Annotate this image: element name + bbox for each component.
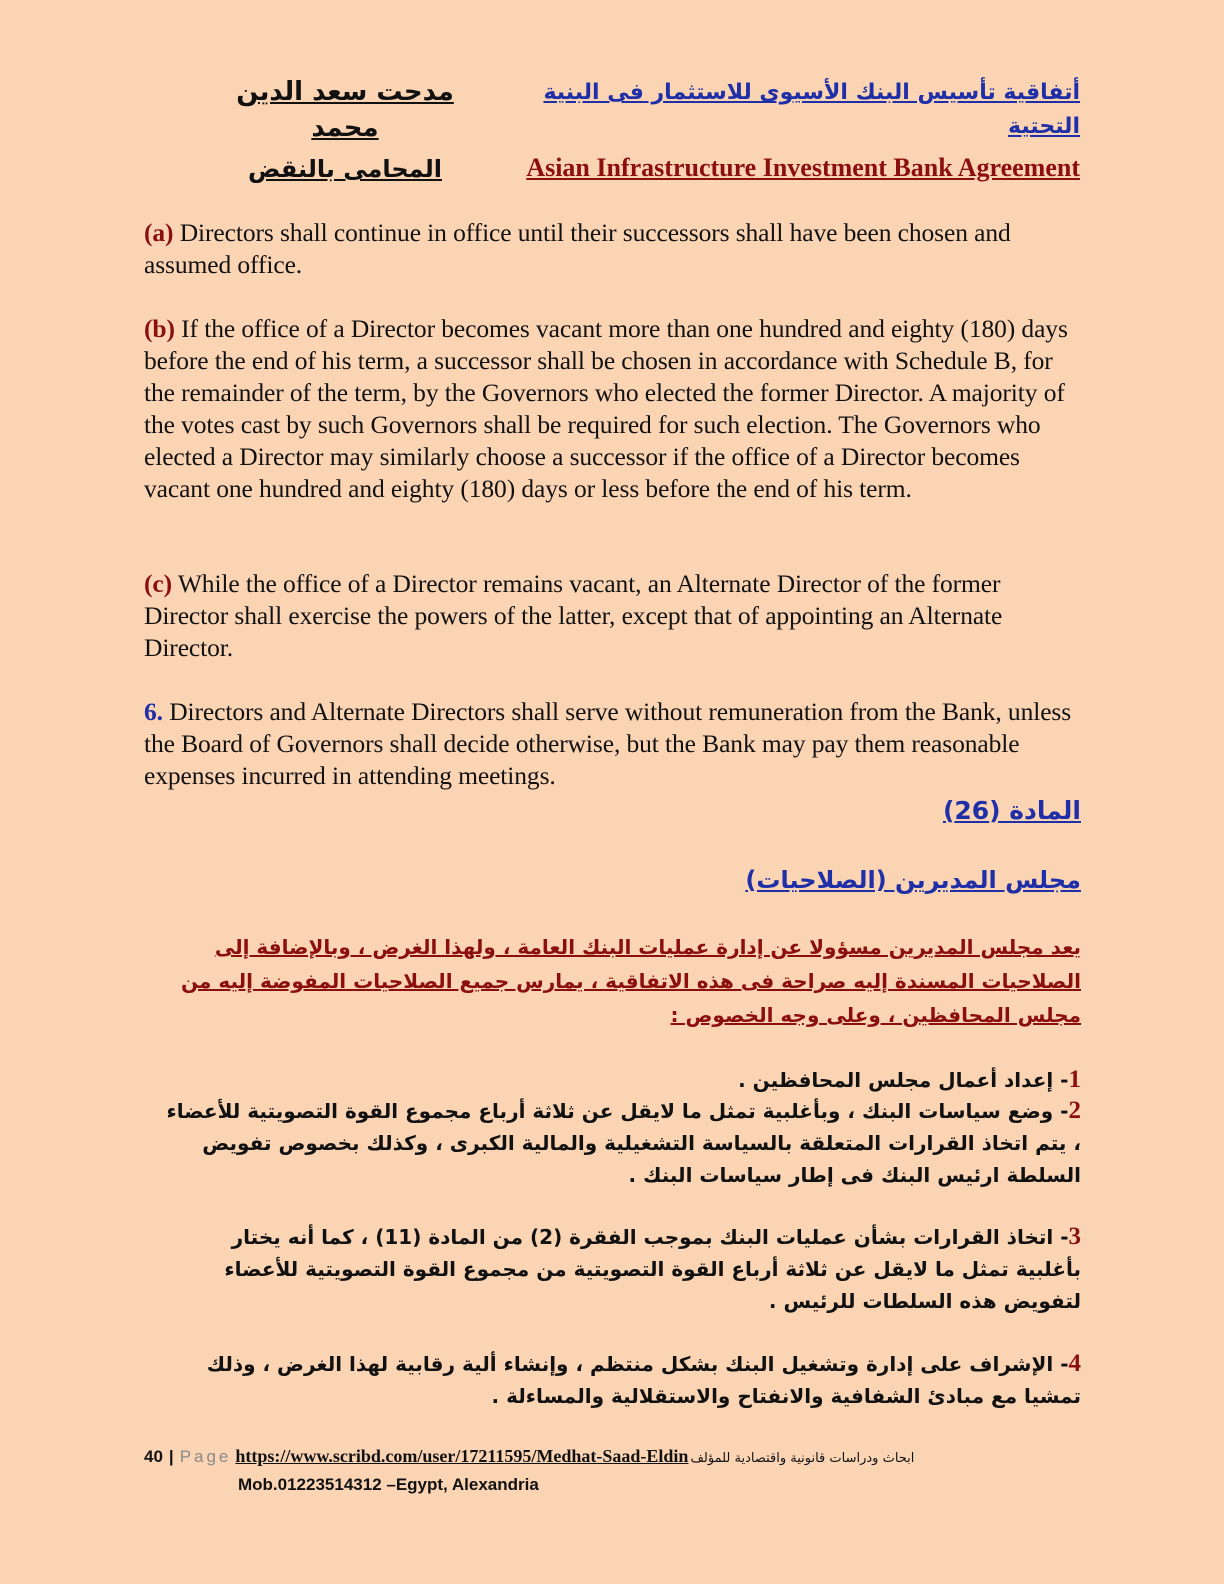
paragraph-marker: (a)	[144, 218, 174, 247]
list-item	[161, 1064, 1081, 1096]
contact-info: Mob.01223514312 –Egypt, Alexandria	[238, 1475, 539, 1494]
paragraph-text: While the office of a Director remains vacant, an Alternate Director of the former Director shall exercise the powers of the latter, except that of appointing an Alternate Director.	[144, 569, 1003, 662]
paragraph-text: If the office of a Director becomes vacant more than one hundred and eighty (180) days before the end of his term, a successor shall be chosen in accordance with Schedule B, for the remainder of the term, by the Governors who elected the former Director. A majority of the votes cast by such Governors shall be required for such election. The Governors who elected a Director may similarly choose a successor if the office of a Director becomes vacant one hundred and eighty (180) days or less before the end of his term.	[144, 314, 1068, 503]
list-item	[161, 1348, 1081, 1412]
paragraph-marker: (b)	[144, 314, 175, 343]
author-block	[200, 74, 490, 186]
item-number: 3	[1068, 1223, 1081, 1250]
item-text: - الإشراف على إدارة وتشغيل البنك بشكل منتظم ، وإنشاء ألية رقابية لهذا الغرض ، وذلك تمشيا مع مبادئ الشفافية والانفتاح والاستقلالية والمساءلة .	[206, 1352, 1081, 1408]
page-footer	[144, 1446, 1084, 1495]
list-item	[161, 1221, 1081, 1317]
paragraph-a	[144, 217, 1084, 281]
section-intro: يعد مجلس المديرين مسؤولا عن إدارة عمليات البنك العامة ، ولهذا الغرض ، وبالإضافة إلى الصلاحيات المسندة إليه صراحة فى هذه الاتفاقية ، يمارس جميع الصلاحيات المفوضة إليه من مجلس المحافظين ، وعلى وجه الخصوص :	[181, 935, 1081, 1027]
author-role: المحامى بالنقض	[248, 155, 442, 183]
item-text: - إعداد أعمال مجلس المحافظين .	[738, 1068, 1069, 1092]
paragraph-text: Directors shall continue in office until their successors shall have been chosen and assumed office.	[144, 218, 1011, 279]
author-name: مدحت سعد الدين محمد	[236, 77, 454, 143]
paragraph-marker: 6.	[144, 697, 163, 726]
section-heading: مجلس المديرين (الصلاحيات)	[745, 866, 1081, 894]
paragraph-marker: (c)	[144, 569, 173, 598]
author-profile-link[interactable]: https://www.scribd.com/user/17211595/Medhat-Saad-Eldin	[235, 1446, 689, 1466]
paragraph-6	[144, 696, 1084, 792]
item-text: - اتخاذ القرارات بشأن عمليات البنك بموجب الفقرة (2) من المادة (11) ، كما أنه يختار بأغلبية تمثل ما لايقل عن ثلاثة أرباع القوة التصويتية من مجموع القوة التصويتية للأعضاء لتفويض هذه السلطات للرئيس .	[224, 1225, 1081, 1313]
title-block	[470, 76, 1080, 186]
item-number: 1	[1068, 1066, 1081, 1093]
paragraph-c	[144, 568, 1084, 664]
page-number: 40	[144, 1447, 163, 1466]
page-label: Page	[179, 1447, 232, 1466]
paragraph-text: Directors and Alternate Directors shall serve without remuneration from the Bank, unless the Board of Governors shall decide otherwise, but the Bank may pay them reasonable expenses incurred in attending meetings.	[144, 697, 1072, 790]
item-number: 2	[1068, 1097, 1081, 1124]
item-number: 4	[1068, 1350, 1081, 1377]
footer-arabic-note: ابحاث ودراسات قانونية واقتصادية للمؤلف	[690, 1451, 915, 1466]
item-text: - وضع سياسات البنك ، وبأغلبية تمثل ما لايقل عن ثلاثة أرباع مجموع القوة التصويتية للأعضاء ، يتم اتخاذ القرارات المتعلقة بالسياسة التشغيلية والمالية الكبرى ، وكذلك بخصوص تفويض السلطة ارئيس البنك فى إطار سياسات البنك .	[166, 1099, 1081, 1187]
title-english: Asian Infrastructure Investment Bank Agreement	[526, 153, 1080, 182]
title-arabic: أتفاقية تأسيس البنك الأسيوى للاستثمار فى البنية التحتية	[543, 80, 1080, 139]
article-title: المادة (26)	[942, 796, 1081, 825]
footer-separator: |	[168, 1447, 174, 1466]
list-item	[161, 1095, 1081, 1191]
paragraph-b	[144, 313, 1084, 505]
